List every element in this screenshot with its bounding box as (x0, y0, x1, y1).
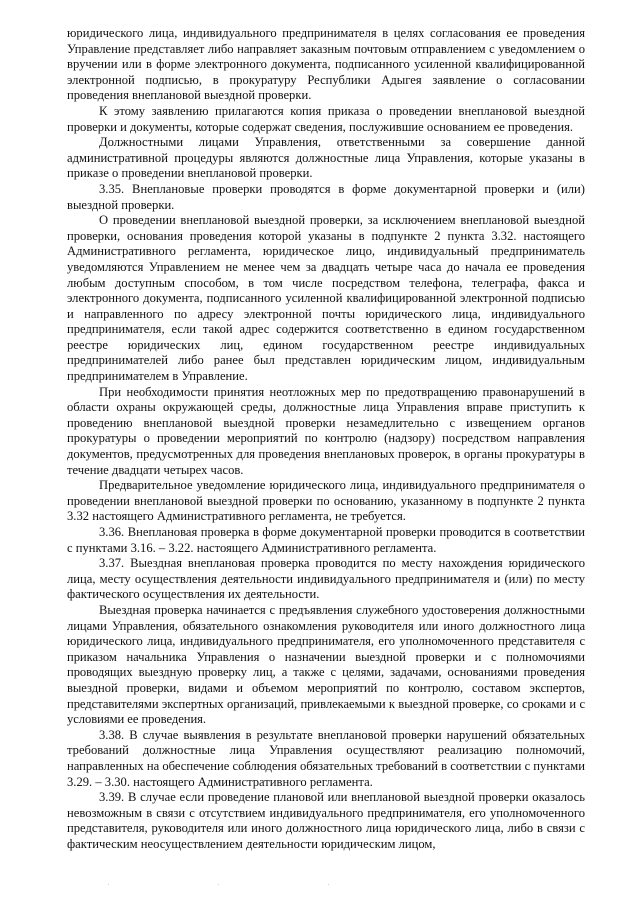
paragraph-attachments: К этому заявлению прилагаются копия приказа о проведении внеплановой выездной проверки и документы, которые содержат сведения, послужившие основанием ее проведения. (67, 103, 585, 134)
paragraph-responsible-officials: Должностными лицами Управления, ответственными за совершение данной административной процедуры являются должностные лица Управления, которые указаны в приказе о проведении внеплановой проверки. (67, 135, 585, 181)
scan-artifact-dots (100, 884, 540, 885)
paragraph-3-39: 3.39. В случае если проведение плановой или внеплановой выездной проверки оказалось невозможным в связи с отсутствием индивидуального предпринимателя, его уполномоченного представителя, руководителя или иного должностного лица юридического лица, либо в связи с фактическим неосуществлением деятельности юридическим лицом, (67, 790, 585, 851)
paragraph-3-38: 3.38. В случае выявления в результате внеплановой проверки нарушений обязательных требований должностные лица Управления осуществляют реализацию полномочий, направленных на обеспечение соблюдения обязательных требований в соответствии с пунктами 3.29. – 3.30. настоящего Административного регламента. (67, 727, 585, 789)
paragraph-3-35: 3.35. Внеплановые проверки проводятся в форме документарной проверки и (или) выездной проверки. (67, 181, 585, 212)
paragraph-urgent-measures: При необходимости принятия неотложных мер по предотвращению правонарушений в области охраны окружающей среды, должностные лица Управления вправе приступить к проведению внеплановой выездной проверки незамедлительно с извещением органов прокуратуры о проведении мероприятий по контролю (надзору) посредством направления документов, предусмотренных для проведения внеплановых проверок, в органы прокуратуры в течение двадцати четырех часов. (67, 384, 585, 477)
paragraph-onsite-start: Выездная проверка начинается с предъявления служебного удостоверения должностными лицами Управления, обязательного ознакомления руководителя или иного должностного лица юридического лица, индивидуального предпринимателя, его уполномоченного представителя с приказом начальника Управления о назначении выездной проверки и с полномочиями проводящих выездную проверку лиц, а также с целями, задачами, основаниями проведения выездной проверки, видами и объемом мероприятий по контролю, составом экспертов, представителями экспертных организаций, привлекаемыми к выездной проверке, со сроками и с условиями ее проведения. (67, 602, 585, 727)
document-page (67, 26, 585, 852)
paragraph-prior-notice: Предварительное уведомление юридического лица, индивидуального предпринимателя о проведении внеплановой выездной проверки по основанию, указанному в подпункте 2 пункта 3.32 настоящего Административного регламента, не требуется. (67, 478, 585, 524)
paragraph-3-36: 3.36. Внеплановая проверка в форме документарной проверки проводится в соответствии с пунктами 3.16. – 3.22. настоящего Административного регламента. (67, 525, 585, 555)
paragraph-notification: О проведении внеплановой выездной проверки, за исключением внеплановой выездной проверки, основания проведения которой указаны в подпункте 2 пункта 3.32. настоящего Административного регламента, юридическое лицо, индивидуальный предприниматель уведомляются Управлением не менее чем за двадцать четыре часа до начала ее проведения любым доступным способом, в том числе посредством телефона, телеграфа, факса и электронного документа, подписанного усиленной квалифицированной электронной подписью и направленного по адресу электронной почты юридического лица, индивидуального предпринимателя, если такой адрес содержится соответственно в едином государственном реестре юридических лиц, едином государственном реестре индивидуальных предпринимателей либо ранее был представлен юридическим лицом, индивидуальным предпринимателем в Управление. (67, 213, 585, 384)
paragraph-3-37: 3.37. Выездная внеплановая проверка проводится по месту нахождения юридического лица, месту осуществления деятельности индивидуального предпринимателя и (или) по месту фактического осуществления их деятельности. (67, 556, 585, 602)
paragraph-intro-continuation: юридического лица, индивидуального предпринимателя в целях согласования ее проведения Управление представляет либо направляет заказным почтовым отправлением с уведомлением о вручении или в форме электронного документа, подписанного усиленной квалифицированной электронной подписью, в прокуратуру Республики Адыгея заявление о согласовании проведения внеплановой выездной проверки. (67, 26, 585, 103)
